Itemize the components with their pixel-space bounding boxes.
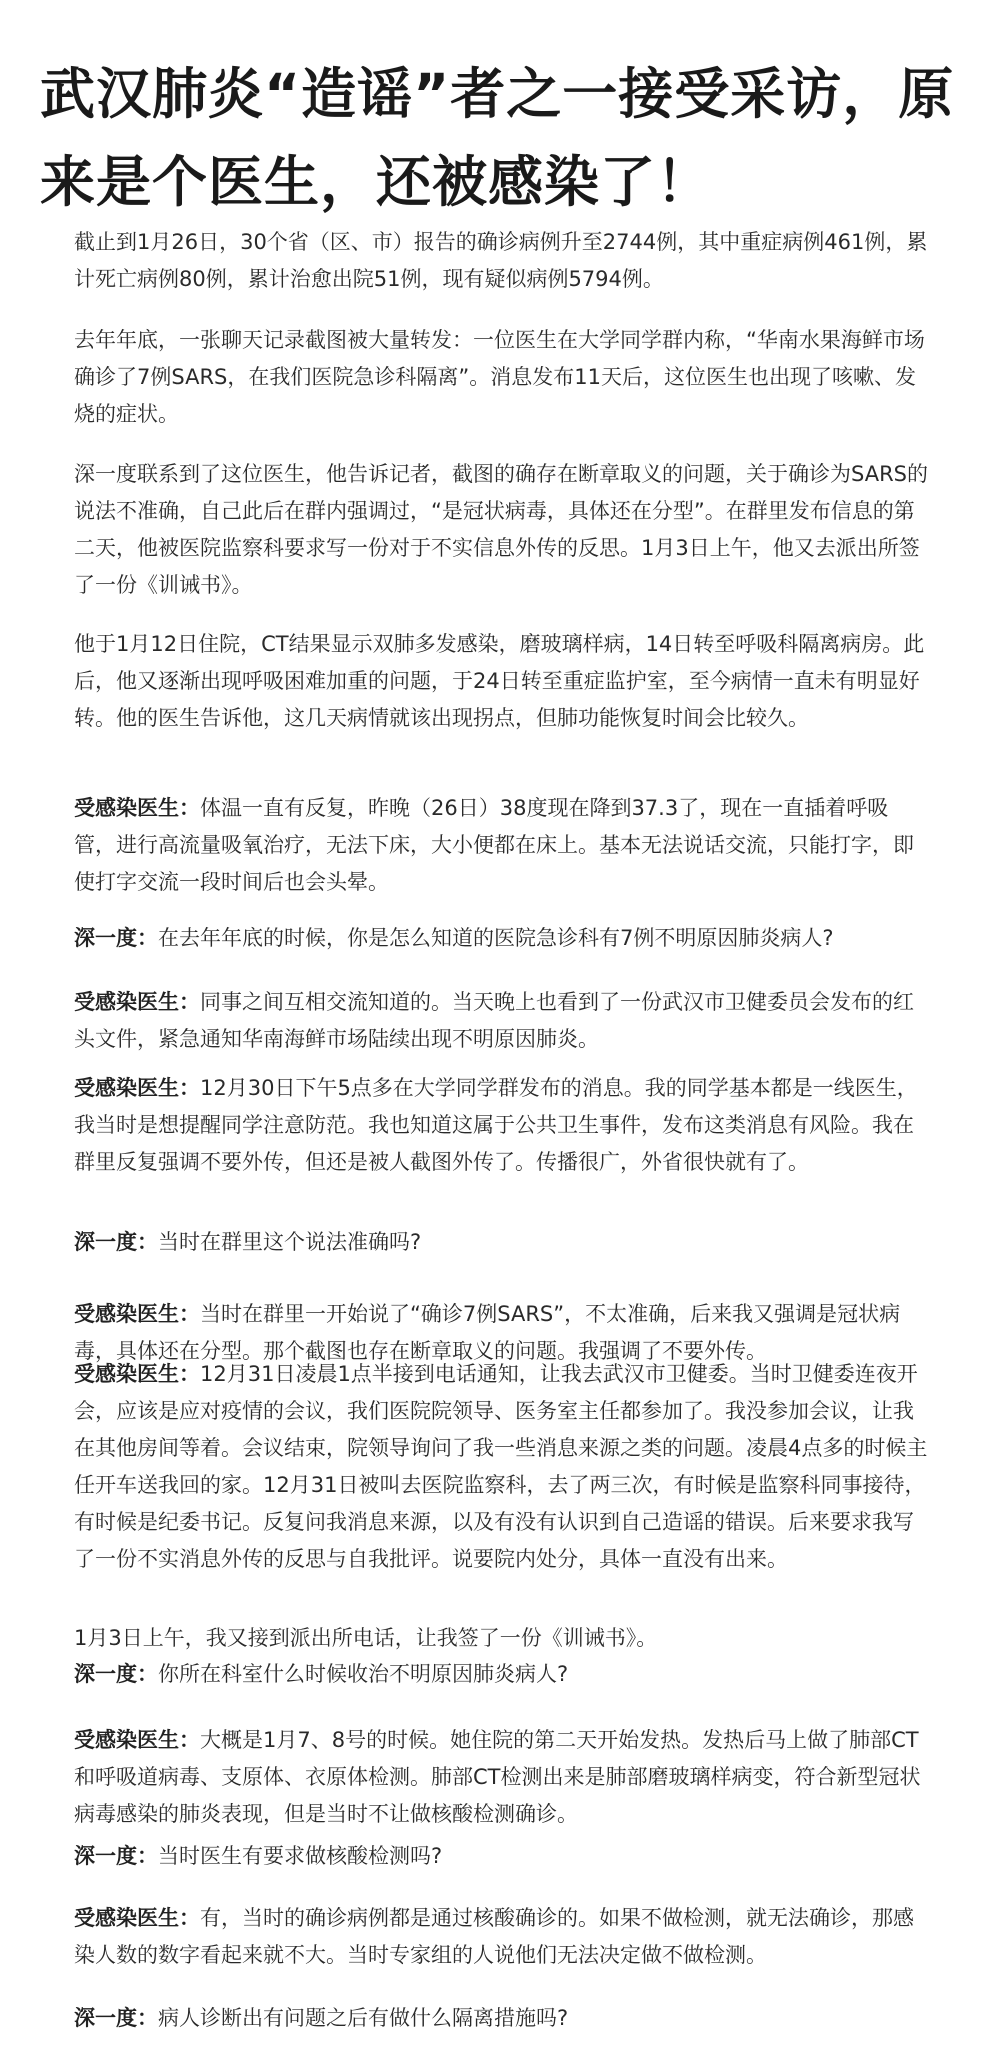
- speaker-label: 深一度：: [74, 1230, 158, 1254]
- paragraph-8: [74, 1070, 929, 1181]
- paragraph-7: [74, 984, 929, 1058]
- speaker-label: 受感染医生：: [74, 1906, 200, 1930]
- paragraph-text: 12月30日下午5点多在大学同学群发布的消息。我的同学基本都是一线医生，我当时是想提醒同学注意防范。我也知道这属于公共卫生事件，发布这类消息有风险。我在群里反复强调不要外传，但还是被人截图外传了。传播很广，外省很快就有了。: [74, 1076, 918, 1174]
- paragraph-4: [74, 626, 929, 737]
- paragraph-11: [74, 1356, 929, 1578]
- paragraph-text: 有，当时的确诊病例都是通过核酸确诊的。如果不做检测，就无法确诊，那感染人数的数字看起来就不大。当时专家组的人说他们无法决定做不做检测。: [74, 1906, 914, 1967]
- paragraph-text: 体温一直有反复，昨晚（26日）38度现在降到37.3了，现在一直插着呼吸管，进行高流量吸氧治疗，无法下床，大小便都在床上。基本无法说话交流，只能打字，即使打字交流一段时间后也会头晕。: [74, 796, 914, 894]
- paragraph-6: [74, 920, 929, 957]
- speaker-label: 深一度：: [74, 1844, 158, 1868]
- paragraph-text: 他于1月12日住院，CT结果显示双肺多发感染，磨玻璃样病，14日转至呼吸科隔离病房。此后，他又逐渐出现呼吸困难加重的问题，于24日转至重症监护室，至今病情一直未有明显好转。他的医生告诉他，这几天病情就该出现拐点，但肺功能恢复时间会比较久。: [74, 632, 925, 730]
- paragraph-text: 去年年底，一张聊天记录截图被大量转发：一位医生在大学同学群内称，“华南水果海鲜市场确诊了7例SARS，在我们医院急诊科隔离”。消息发布11天后，这位医生也出现了咳嗽、发烧的症状。: [74, 328, 925, 426]
- paragraph-2: [74, 322, 929, 433]
- paragraph-text: 12月31日凌晨1点半接到电话通知，让我去武汉市卫健委。当时卫健委连夜开会，应该是应对疫情的会议，我们医院院领导、医务室主任都参加了。我没参加会议，让我在其他房间等着。会议结束，院领导询问了我一些消息来源之类的问题。凌晨4点多的时候主任开车送我回的家。12月31日被叫去医院监察科，去了两三次，有时候是监察科同事接待，有时候是纪委书记。反复问我消息来源，以及有没有认识到自己造谣的错误。后来要求我写了一份不实消息外传的反思与自我批评。说要院内处分，具体一直没有出来。: [74, 1362, 928, 1571]
- paragraph-text: 当时在群里这个说法准确吗?: [158, 1230, 422, 1254]
- paragraph-13: [74, 1656, 929, 1693]
- paragraph-text: 当时在群里一开始说了“确诊7例SARS”，不太准确，后来我又强调是冠状病毒，具体还在分型。那个截图也存在断章取义的问题。我强调了不要外传。: [74, 1302, 901, 1363]
- paragraph-5: [74, 790, 929, 901]
- speaker-label: 深一度：: [74, 2006, 158, 2030]
- paragraph-9: [74, 1224, 929, 1261]
- paragraph-text: 病人诊断出有问题之后有做什么隔离措施吗?: [158, 2006, 569, 2030]
- paragraph-text: 你所在科室什么时候收治不明原因肺炎病人?: [158, 1662, 569, 1686]
- speaker-label: 受感染医生：: [74, 1362, 200, 1386]
- paragraph-text: 1月3日上午，我又接到派出所电话，让我签了一份《训诫书》。: [74, 1626, 658, 1650]
- paragraph-17: [74, 2000, 929, 2037]
- paragraph-text: 在去年年底的时候，你是怎么知道的医院急诊科有7例不明原因肺炎病人?: [158, 926, 834, 950]
- paragraph-text: 深一度联系到了这位医生，他告诉记者，截图的确存在断章取义的问题，关于确诊为SARS的说法不准确，自己此后在群内强调过，“是冠状病毒，具体还在分型”。在群里发布信息的第二天，他被医院监察科要求写一份对于不实信息外传的反思。1月3日上午，他又去派出所签了一份《训诫书》。: [74, 462, 929, 597]
- paragraph-15: [74, 1838, 929, 1875]
- paragraph-text: 大概是1月7、8号的时候。她住院的第二天开始发热。发热后马上做了肺部CT和呼吸道病毒、支原体、衣原体检测。肺部CT检测出来是肺部磨玻璃样病变，符合新型冠状病毒感染的肺炎表现，但是当时不让做核酸检测确诊。: [74, 1728, 921, 1826]
- speaker-label: 受感染医生：: [74, 990, 200, 1014]
- speaker-label: 受感染医生：: [74, 1076, 200, 1100]
- speaker-label: 受感染医生：: [74, 1728, 200, 1752]
- paragraph-1: [74, 224, 929, 298]
- speaker-label: 深一度：: [74, 926, 158, 950]
- paragraph-text: 截止到1月26日，30个省（区、市）报告的确诊病例升至2744例，其中重症病例461例，累计死亡病例80例，累计治愈出院51例，现有疑似病例5794例。: [74, 230, 928, 291]
- paragraph-text: 同事之间互相交流知道的。当天晚上也看到了一份武汉市卫健委员会发布的红头文件，紧急通知华南海鲜市场陆续出现不明原因肺炎。: [74, 990, 914, 1051]
- paragraph-text: 当时医生有要求做核酸检测吗?: [158, 1844, 443, 1868]
- speaker-label: 受感染医生：: [74, 1302, 200, 1326]
- article-title: 武汉肺炎“造谣”者之一接受采访，原来是个医生，还被感染了！: [40, 62, 955, 214]
- paragraph-12: [74, 1620, 929, 1657]
- paragraph-3: [74, 456, 929, 604]
- paragraph-14: [74, 1722, 929, 1833]
- paragraph-16: [74, 1900, 929, 1974]
- speaker-label: 深一度：: [74, 1662, 158, 1686]
- speaker-label: 受感染医生：: [74, 796, 200, 820]
